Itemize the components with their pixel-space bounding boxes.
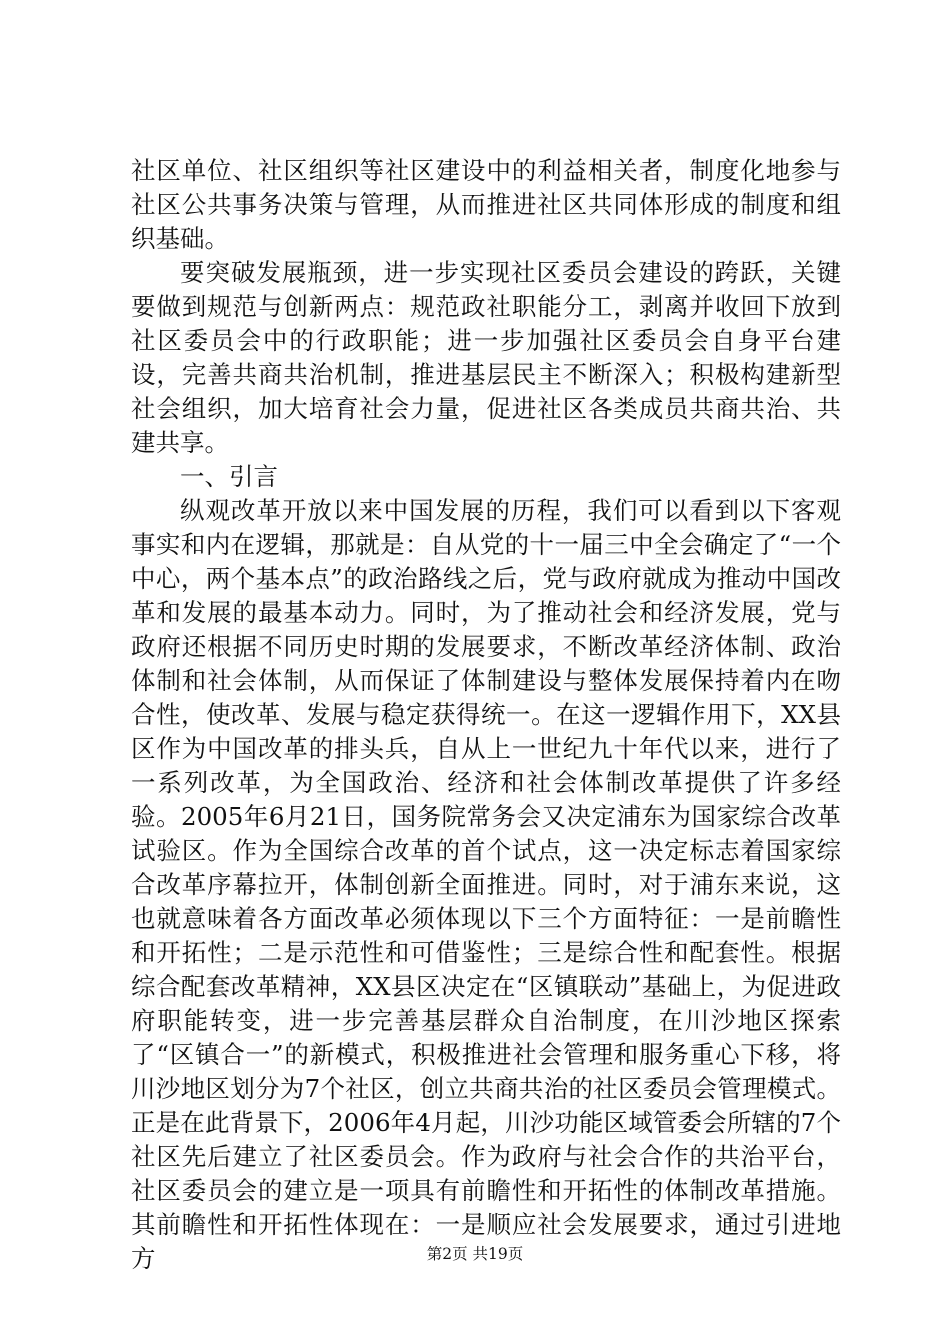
page-number-footer: 第2页 共19页	[426, 1245, 524, 1263]
paragraph-key-points: 要突破发展瓶颈，进一步实现社区委员会建设的跨跃，关键要做到规范与创新两点：规范政社职能分工，剥离并收回下放到社区委员会中的行政职能；进一步加强社区委员会自身平台建设，完善共商共治机制，推进基层民主不断深入；积极构建新型社会组织，加大培育社会力量，促进社区各类成员共商共治、共建共享。	[131, 258, 841, 457]
paragraph-continuation: 社区单位、社区组织等社区建设中的利益相关者，制度化地参与社区公共事务决策与管理，从而推进社区共同体形成的制度和组织基础。	[131, 156, 841, 253]
section-heading-introduction: 一、引言	[180, 462, 278, 491]
paragraph-introduction: 纵观改革开放以来中国发展的历程，我们可以看到以下客观事实和内在逻辑，那就是：自从党的十一届三中全会确定了“一个中心，两个基本点”的政治路线之后，党与政府就成为推动中国改革和发展的最基本动力。同时，为了推动社会和经济发展，党与政府还根据不同历史时期的发展要求，不断改革经济体制、政治体制和社会体制，从而保证了体制建设与整体发展保持着内在吻合性，使改革、发展与稳定获得统一。在这一逻辑作用下，XX县区作为中国改革的排头兵，自从上一世纪九十年代以来，进行了一系列改革，为全国政治、经济和社会体制改革提供了许多经验。2005年6月21日，国务院常务会又决定浦东为国家综合改革试验区。作为全国综合改革的首个试点，这一决定标志着国家综合改革序幕拉开，体制创新全面推进。同时，对于浦东来说，这也就意味着各方面改革必须体现以下三个方面特征：一是前瞻性和开拓性；二是示范性和可借鉴性；三是综合性和配套性。根据综合配套改革精神，XX县区决定在“区镇联动”基础上，为促进政府职能转变，进一步完善基层群众自治制度，在川沙地区探索了“区镇合一”的新模式，积极推进社会管理和服务重心下移，将川沙地区划分为7个社区，创立共商共治的社区委员会管理模式。正是在此背景下，2006年4月起，川沙功能区域管委会所辖的7个社区先后建立了社区委员会。作为政府与社会合作的共治平台，社区委员会的建立是一项具有前瞻性和开拓性的体制改革措施。其前瞻性和开拓性体现在：一是顺应社会发展要求，通过引进地方	[131, 496, 841, 1273]
document-body	[131, 154, 841, 1276]
